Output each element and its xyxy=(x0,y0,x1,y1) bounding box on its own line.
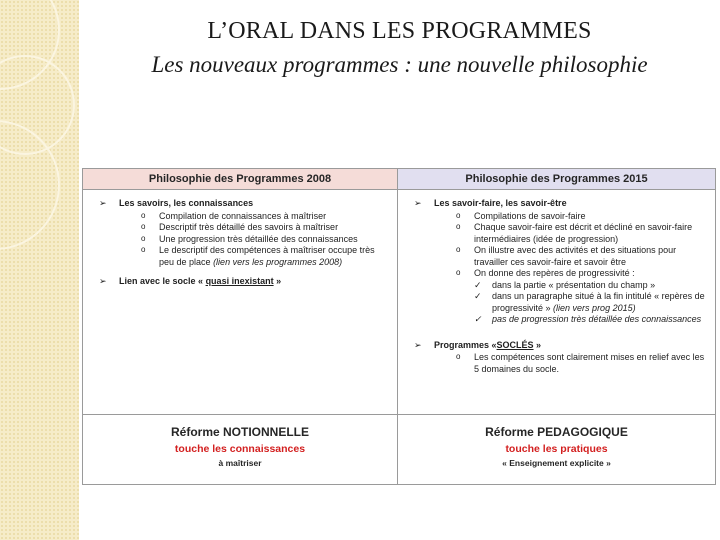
reforme-notionnelle: Réforme NOTIONNELLE xyxy=(170,425,309,440)
circle-bullet-icon: o xyxy=(141,222,146,232)
cell-2015-reforme xyxy=(398,415,716,485)
header-programmes-2015: Philosophie des Programmes 2015 xyxy=(398,169,716,190)
reforme-notionnelle-detail: touche les connaissances xyxy=(174,443,306,456)
bullet-programmes-socles: ➢ Programmes «SOCLÉS » xyxy=(404,340,709,352)
page-title: L’ORAL DANS LES PROGRAMMES xyxy=(207,18,592,44)
circle-bullet-icon: o xyxy=(456,245,461,255)
list-item: o Compilations de savoir-faire xyxy=(456,210,586,221)
list-item: o On illustre avec des activités et des situations pour travailler ces savoir-faire et savoir être xyxy=(456,245,677,267)
list-item: o Le descriptif des compétences à maîtriser occupe très peu de place (lien vers les programmes 2008) xyxy=(141,245,375,267)
list-item: o On donne des repères de progressivité : xyxy=(456,268,635,279)
circle-bullet-icon: o xyxy=(141,245,146,255)
reforme-notionnelle-detail-2: à maîtriser xyxy=(218,457,262,468)
list-item: o Chaque savoir-faire est décrit et décliné en savoir-faire intermédiaires (idée de progression) xyxy=(456,222,693,244)
list-item: o Descriptif très détaillé des savoirs à maîtriser xyxy=(141,222,339,233)
decorative-sidebar xyxy=(0,0,79,540)
list-item: o Une progression très détaillée des connaissances xyxy=(141,233,358,244)
circle-bullet-icon: o xyxy=(456,268,461,278)
check-icon: ✓ xyxy=(474,291,482,302)
reforme-pedagogique-detail: touche les pratiques xyxy=(505,443,608,456)
comparison-table xyxy=(82,168,716,485)
check-item: ✓ dans un paragraphe situé à la fin intitulé « repères de progressivité » (lien vers prog 2015) xyxy=(474,291,705,313)
bullet-lien-socle: ➢ Lien avec le socle « quasi inexistant » xyxy=(89,276,391,288)
check-item: ✓ pas de progression très détaillée des connaissances xyxy=(474,314,702,325)
bullet-savoir-faire: ➢ Les savoir-faire, les savoir-être xyxy=(404,198,709,210)
list-item: o Compilation de connaissances à maîtriser xyxy=(141,210,327,221)
cell-2008-content xyxy=(83,190,398,415)
cell-2015-content xyxy=(398,190,716,415)
circle-bullet-icon: o xyxy=(456,222,461,232)
circle-bullet-icon: o xyxy=(141,233,146,243)
table-footer-row xyxy=(83,415,716,485)
bullet-savoirs-connaissances: ➢ Les savoirs, les connaissances xyxy=(89,198,391,210)
list-item: o Les compétences sont clairement mises en relief avec les 5 domaines du socle. xyxy=(456,352,705,374)
reforme-pedagogique-detail-2: « Enseignement explicite » xyxy=(502,457,611,468)
link-programmes-2008[interactable]: (lien vers les programmes 2008) xyxy=(213,256,343,267)
table-header-row xyxy=(83,169,716,190)
quasi-inexistant-text: quasi inexistant xyxy=(205,276,274,287)
circle-bullet-icon: o xyxy=(141,210,146,220)
page-subtitle: Les nouveaux programmes : une nouvelle philosophie xyxy=(151,52,648,77)
socles-text: SOCLÉS xyxy=(496,339,534,350)
table-body-row xyxy=(83,190,716,415)
cell-2008-reforme xyxy=(83,415,398,485)
link-prog-2015[interactable]: (lien vers prog 2015) xyxy=(553,302,636,313)
reforme-pedagogique: Réforme PEDAGOGIQUE xyxy=(485,425,628,440)
circle-bullet-icon: o xyxy=(456,210,461,220)
header-programmes-2008: Philosophie des Programmes 2008 xyxy=(83,169,398,190)
check-icon: ✓ xyxy=(474,279,482,290)
check-item: ✓ dans la partie « présentation du champ » xyxy=(474,279,656,290)
check-icon: ✓ xyxy=(474,314,482,325)
circle-bullet-icon: o xyxy=(456,352,461,362)
